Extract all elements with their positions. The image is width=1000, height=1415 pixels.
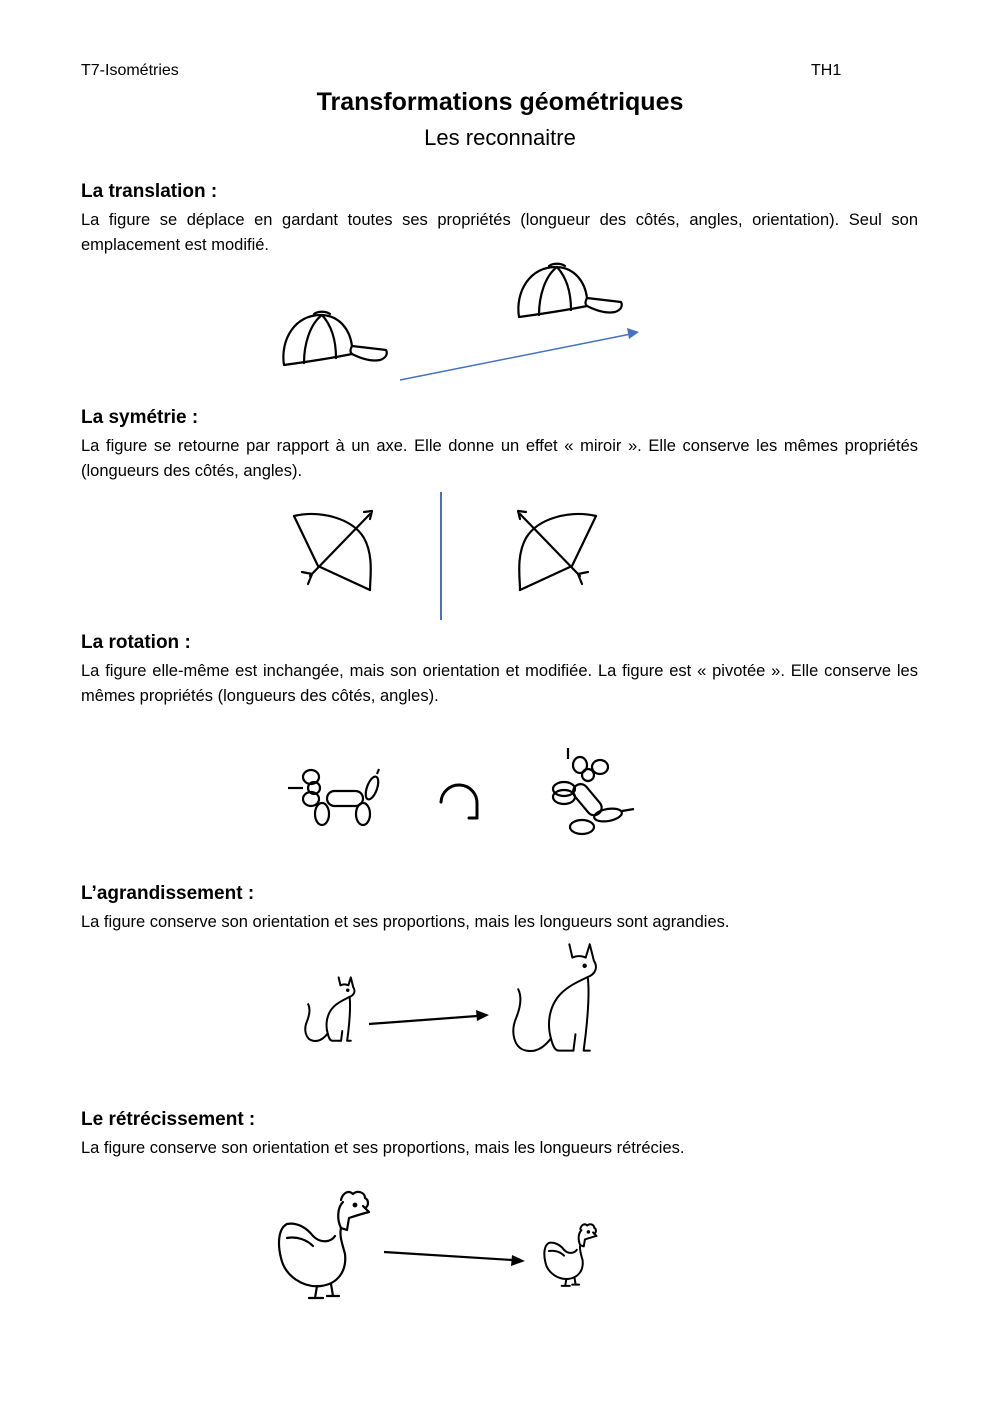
header-right-label: TH1 (811, 62, 842, 79)
arrow-icon (395, 325, 645, 385)
arrow-icon (380, 1246, 530, 1268)
hen-icon (542, 1222, 600, 1287)
mirror-axis-line (440, 492, 442, 620)
bow-and-arrow-icon (290, 508, 380, 593)
cap-icon (280, 310, 390, 370)
section-text-translation: La figure se déplace en gardant toutes ses propriétés (longueur des côtés, angles, orientation). Seul son emplacement est modifié. (81, 211, 918, 254)
section-text-enlargement: La figure conserve son orientation et ses proportions, mais les longueurs sont agrandies. (81, 913, 730, 931)
page-title: Transformations géométriques (316, 88, 684, 116)
cat-icon (508, 940, 600, 1058)
section-heading-rotation: La rotation : (81, 632, 191, 653)
section-heading-symmetry: La symétrie : (81, 407, 199, 428)
arrow-icon (365, 1008, 495, 1030)
cat-icon (302, 975, 357, 1045)
balloon-dog-icon (285, 766, 385, 828)
page-subtitle: Les reconnaitre (424, 125, 576, 150)
balloon-dog-icon (550, 745, 640, 840)
section-text-reduction: La figure conserve son orientation et ses proportions, mais les longueurs rétrécies. (81, 1139, 685, 1157)
section-text-symmetry: La figure se retourne par rapport à un axe. Elle donne un effet « miroir ». Elle conserve les mêmes propriétés (longueurs des côtés, angles). (81, 437, 918, 480)
section-heading-enlargement: L’agrandissement : (81, 883, 255, 904)
header-left-label: T7-Isométries (81, 62, 179, 79)
cap-icon (515, 262, 625, 322)
bow-and-arrow-icon (510, 508, 600, 593)
rotate-arrow-icon (435, 780, 485, 822)
section-heading-translation: La translation : (81, 181, 218, 202)
section-heading-reduction: Le rétrécissement : (81, 1109, 256, 1130)
hen-icon (275, 1188, 375, 1300)
section-text-rotation: La figure elle-même est inchangée, mais son orientation et modifiée. La figure est « pivotée ». Elle conserve les mêmes propriétés (longueurs des côtés, angles). (81, 662, 918, 705)
